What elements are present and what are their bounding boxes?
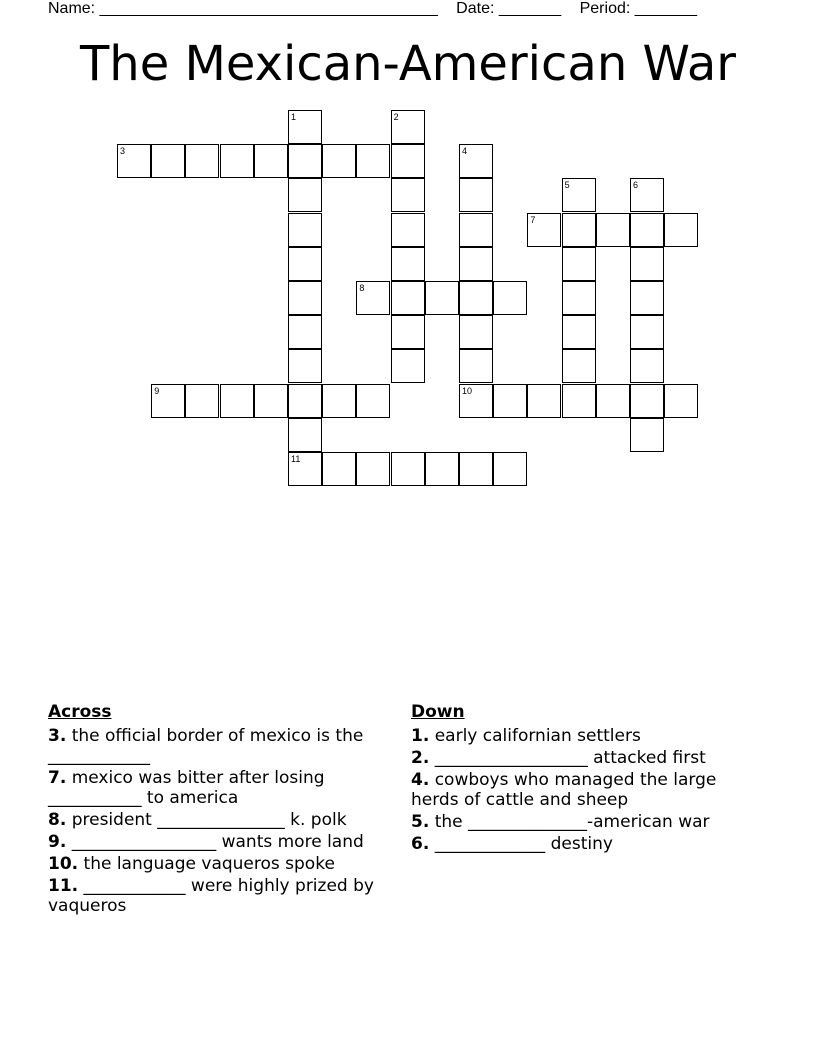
- cell-number: 9: [154, 385, 160, 396]
- cell-number: 1: [291, 112, 297, 122]
- grid-cell[interactable]: [527, 213, 561, 247]
- clue-across-9: [48, 832, 393, 852]
- grid-cell[interactable]: [391, 452, 425, 486]
- grid-cell[interactable]: [220, 144, 254, 178]
- grid-cell[interactable]: [322, 452, 356, 486]
- grid-cell[interactable]: [356, 384, 390, 418]
- grid-cell[interactable]: [391, 315, 425, 349]
- grid-cell[interactable]: [562, 315, 596, 349]
- grid-cell[interactable]: [220, 384, 254, 418]
- grid-cell[interactable]: [391, 110, 425, 144]
- cell-number: 2: [393, 112, 399, 122]
- cell-number: 4: [462, 146, 468, 157]
- down-clue-list: [411, 726, 756, 854]
- cell-number: 5: [564, 180, 570, 191]
- grid-cell[interactable]: [117, 144, 151, 178]
- clue-across-10: [48, 854, 393, 874]
- grid-cell[interactable]: [459, 213, 493, 247]
- grid-cell[interactable]: [425, 281, 459, 315]
- grid-cell[interactable]: [562, 384, 596, 418]
- clue-across-8: [48, 810, 393, 830]
- clue-number: 3.: [48, 726, 67, 746]
- clue-number: 6.: [411, 834, 430, 854]
- grid-cell[interactable]: [391, 178, 425, 212]
- grid-cell[interactable]: [664, 384, 698, 418]
- across-clue-list: [48, 726, 393, 916]
- clue-number: 7.: [48, 768, 67, 788]
- cell-number: 3: [120, 146, 126, 157]
- grid-cell[interactable]: [630, 418, 664, 452]
- grid-cell[interactable]: [288, 452, 322, 486]
- clue-text: _____________ destiny: [429, 834, 613, 854]
- grid-cell[interactable]: [459, 281, 493, 315]
- grid-cell[interactable]: [493, 452, 527, 486]
- clue-number: 11.: [48, 876, 79, 896]
- clue-down-1: [411, 726, 756, 746]
- grid-cell[interactable]: [391, 213, 425, 247]
- grid-cell[interactable]: [630, 247, 664, 281]
- clue-text: cowboys who managed the large herds of cattle and sheep: [411, 770, 717, 810]
- grid-cell[interactable]: [288, 213, 322, 247]
- grid-cell[interactable]: [562, 247, 596, 281]
- grid-cell[interactable]: [185, 384, 219, 418]
- grid-cell[interactable]: [459, 178, 493, 212]
- grid-cell[interactable]: [356, 144, 390, 178]
- grid-cell[interactable]: [459, 247, 493, 281]
- clue-text: early californian settlers: [429, 726, 641, 746]
- across-heading: Across: [48, 702, 112, 722]
- clue-number: 5.: [411, 812, 430, 832]
- grid-cell[interactable]: [459, 384, 493, 418]
- grid-cell[interactable]: [664, 213, 698, 247]
- clue-down-2: [411, 748, 756, 768]
- grid-cell[interactable]: [391, 349, 425, 383]
- clue-number: 10.: [48, 854, 79, 874]
- period-field[interactable]: Period: _______: [579, 0, 698, 17]
- page-title: The Mexican-American War: [79, 36, 737, 92]
- grid-cell[interactable]: [630, 315, 664, 349]
- clue-number: 2.: [411, 748, 430, 768]
- clue-text: _________________ wants more land: [66, 832, 364, 852]
- grid-cell[interactable]: [185, 144, 219, 178]
- cell-number: 8: [359, 283, 365, 293]
- down-heading: Down: [411, 702, 465, 722]
- clue-across-11: [48, 876, 393, 916]
- grid-cell[interactable]: [630, 178, 664, 212]
- clue-number: 9.: [48, 832, 67, 852]
- clue-down-5: [411, 812, 756, 832]
- grid-cell[interactable]: [151, 384, 185, 418]
- grid-cell[interactable]: [562, 281, 596, 315]
- grid-cell[interactable]: [151, 144, 185, 178]
- grid-cell[interactable]: [596, 213, 630, 247]
- grid-cell[interactable]: [630, 349, 664, 383]
- grid-cell[interactable]: [630, 281, 664, 315]
- grid-cell[interactable]: [288, 110, 322, 144]
- grid-cell[interactable]: [459, 315, 493, 349]
- down-clues: [411, 702, 756, 856]
- grid-cell[interactable]: [254, 384, 288, 418]
- grid-cell[interactable]: [288, 315, 322, 349]
- grid-cell[interactable]: [562, 213, 596, 247]
- grid-cell[interactable]: [562, 178, 596, 212]
- clue-text: __________________ attacked first: [429, 748, 706, 768]
- grid-cell[interactable]: [459, 452, 493, 486]
- grid-cell[interactable]: [527, 384, 561, 418]
- grid-cell[interactable]: [356, 281, 390, 315]
- grid-cell[interactable]: [322, 144, 356, 178]
- grid-cell[interactable]: [254, 144, 288, 178]
- grid-cell[interactable]: [459, 144, 493, 178]
- cell-number: 6: [633, 180, 639, 191]
- grid-cell[interactable]: [459, 349, 493, 383]
- clue-number: 1.: [411, 726, 430, 746]
- grid-cell[interactable]: [493, 384, 527, 418]
- clue-down-4: [411, 770, 756, 810]
- clue-across-7: [48, 768, 393, 808]
- clue-text: the ______________-american war: [429, 812, 710, 832]
- clue-text: president _______________ k. polk: [66, 810, 347, 830]
- grid-cell[interactable]: [288, 384, 322, 418]
- date-field[interactable]: Date: _______: [456, 0, 562, 17]
- cell-number: 10: [462, 385, 473, 396]
- grid-cell[interactable]: [288, 247, 322, 281]
- clue-number: 4.: [411, 770, 430, 790]
- grid-cell[interactable]: [322, 384, 356, 418]
- grid-cell[interactable]: [425, 452, 459, 486]
- grid-cell[interactable]: [493, 281, 527, 315]
- across-clues: [48, 702, 393, 918]
- grid-cell[interactable]: [288, 349, 322, 383]
- cell-number: 7: [530, 214, 536, 225]
- clue-number: 8.: [48, 810, 67, 830]
- grid-cell[interactable]: [562, 349, 596, 383]
- clue-text: the official border of mexico is the ____________: [48, 726, 364, 766]
- grid-cell[interactable]: [288, 418, 322, 452]
- grid-cell[interactable]: [288, 178, 322, 212]
- crossword-grid: [0, 0, 816, 520]
- clue-text: ____________ were highly prized by vaqueros: [48, 876, 374, 916]
- name-field[interactable]: Name: ______________________________________: [48, 0, 438, 17]
- grid-cell[interactable]: [356, 452, 390, 486]
- grid-cell[interactable]: [288, 281, 322, 315]
- clue-text: mexico was bitter after losing ___________ to america: [48, 768, 325, 808]
- grid-cell[interactable]: [596, 384, 630, 418]
- clue-text: the language vaqueros spoke: [78, 854, 335, 874]
- grid-cell[interactable]: [391, 247, 425, 281]
- clue-across-3: [48, 726, 393, 766]
- grid-cell[interactable]: [630, 384, 664, 418]
- cell-number: 11: [291, 454, 301, 464]
- grid-cell[interactable]: [288, 144, 322, 178]
- clue-down-6: [411, 834, 756, 854]
- grid-cell[interactable]: [391, 281, 425, 315]
- grid-cell[interactable]: [630, 213, 664, 247]
- grid-cell[interactable]: [391, 144, 425, 178]
